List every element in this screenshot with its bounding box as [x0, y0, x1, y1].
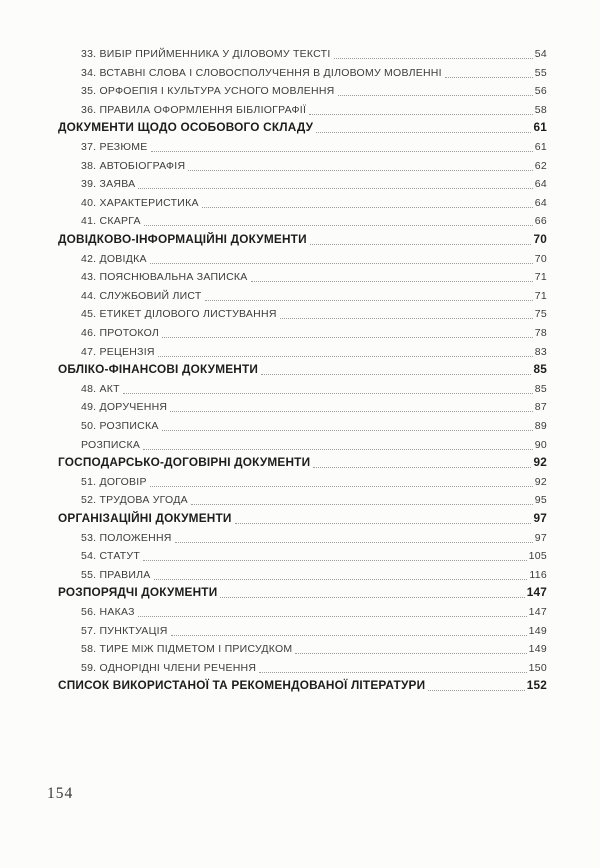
toc-entry-page: 66: [534, 215, 547, 228]
dot-leader: [313, 467, 531, 468]
toc-item-row: [58, 82, 547, 101]
toc-item-row: [58, 250, 547, 269]
toc-entry-page: 83: [534, 345, 547, 358]
toc-item-row: [58, 473, 547, 492]
toc-entry-page: 56: [534, 85, 547, 98]
toc-entry-label: 56. НАКАЗ: [81, 605, 135, 618]
toc-entry-page: 97: [534, 531, 547, 544]
toc-entry-page: 147: [528, 605, 547, 618]
toc-item-row: [58, 343, 547, 362]
toc-entry-page: 149: [528, 643, 547, 656]
toc-entry-label: 50. РОЗПИСКА: [81, 419, 159, 432]
toc-item-row: [58, 45, 547, 64]
toc-entry-page: 75: [534, 308, 547, 321]
dot-leader: [143, 560, 527, 561]
toc-entry-label: 33. ВИБІР ПРИЙМЕННИКА У ДІЛОВОМУ ТЕКСТІ: [81, 48, 331, 61]
toc-entry-label: 52. ТРУДОВА УГОДА: [81, 494, 188, 507]
toc-entry-label: РОЗПОРЯДЧІ ДОКУМЕНТИ: [58, 585, 218, 600]
toc-entry-label: 34. ВСТАВНІ СЛОВА І СЛОВОСПОЛУЧЕННЯ В ДІЛОВОМУ МОВЛЕННІ: [81, 66, 442, 79]
toc-item-row: [58, 417, 547, 436]
toc-item-row: [58, 287, 547, 306]
toc-entry-label: 49. ДОРУЧЕННЯ: [81, 401, 168, 414]
dot-leader: [175, 542, 533, 543]
toc-entry-page: 149: [528, 624, 547, 637]
toc-entry-label: 41. СКАРГА: [81, 215, 141, 228]
dot-leader: [310, 244, 532, 245]
toc-section-row: [58, 454, 547, 473]
toc-item-row: [58, 305, 547, 324]
dot-leader: [316, 132, 531, 133]
dot-leader: [251, 281, 533, 282]
toc-entry-page: 70: [533, 231, 547, 246]
dot-leader: [162, 337, 533, 338]
toc-entry-page: 64: [534, 178, 547, 191]
dot-leader: [138, 616, 527, 617]
toc-item-row: [58, 528, 547, 547]
toc-item-row: [58, 659, 547, 678]
toc-entry-page: 95: [534, 494, 547, 507]
toc-entry-label: 45. ЕТИКЕТ ДІЛОВОГО ЛИСТУВАННЯ: [81, 308, 277, 321]
dot-leader: [171, 635, 527, 636]
dot-leader: [158, 356, 533, 357]
toc-item-row: [58, 194, 547, 213]
toc-entry-page: 71: [534, 289, 547, 302]
toc-entry-label: 51. ДОГОВІР: [81, 475, 147, 488]
toc-entry-label: 58. ТИРЕ МІЖ ПІДМЕТОМ І ПРИСУДКОМ: [81, 643, 293, 656]
toc-entry-label: ДОВІДКОВО-ІНФОРМАЦІЙНІ ДОКУМЕНТИ: [58, 231, 307, 246]
toc-entry-label: 54. СТАТУТ: [81, 550, 140, 563]
dot-leader: [205, 300, 533, 301]
dot-leader: [191, 504, 533, 505]
toc-entry-page: 78: [534, 327, 547, 339]
toc-entry-page: 61: [533, 120, 547, 135]
dot-leader: [150, 486, 533, 487]
toc-entry-page: 64: [534, 196, 547, 209]
toc-item-row: [58, 435, 547, 454]
toc-section-row: [58, 231, 547, 250]
toc-entry-page: 85: [534, 382, 547, 395]
toc-section-row: [58, 584, 547, 603]
toc-item-row: [58, 640, 547, 659]
toc-entry-label: ГОСПОДАРСЬКО-ДОГОВІРНІ ДОКУМЕНТИ: [58, 454, 311, 469]
toc-entry-page: 89: [534, 419, 547, 432]
toc-entry-page: 70: [534, 252, 547, 265]
toc-entry-page: 150: [528, 661, 547, 674]
toc-item-row: [58, 621, 547, 640]
dot-leader: [154, 579, 528, 580]
toc-item-row: [58, 566, 547, 585]
dot-leader: [170, 411, 532, 412]
toc-entry-page: 92: [534, 475, 547, 488]
toc-entry-label: 44. СЛУЖБОВИЙ ЛИСТ: [81, 289, 202, 302]
dot-leader: [334, 58, 533, 59]
toc-entry-label: РОЗПИСКА: [81, 438, 141, 451]
toc-entry-page: 55: [534, 66, 547, 79]
toc-item-row: [58, 547, 547, 566]
dot-leader: [259, 672, 526, 673]
toc-entry-label: СПИСОК ВИКОРИСТАНОЇ ТА РЕКОМЕНДОВАНОЇ ЛІТЕРАТУРИ: [58, 677, 426, 692]
dot-leader: [445, 77, 533, 78]
toc-section-row: [58, 510, 547, 529]
dot-leader: [295, 653, 526, 654]
toc-entry-page: 87: [534, 401, 547, 414]
dot-leader: [309, 114, 533, 115]
toc-item-row: [58, 268, 547, 287]
dot-leader: [162, 430, 533, 431]
toc-entry-page: 97: [533, 510, 547, 525]
toc-entry-page: 105: [528, 550, 547, 563]
dot-leader: [138, 188, 532, 189]
toc-item-row: [58, 491, 547, 510]
toc-entry-label: 43. ПОЯСНЮВАЛЬНА ЗАПИСКА: [81, 271, 248, 284]
dot-leader: [428, 690, 524, 691]
toc-entry-page: 62: [534, 159, 547, 172]
toc-entry-label: 59. ОДНОРІДНІ ЧЛЕНИ РЕЧЕННЯ: [81, 661, 257, 674]
toc-item-row: [58, 380, 547, 399]
toc-item-row: [58, 64, 547, 83]
toc-entry-label: 36. ПРАВИЛА ОФОРМЛЕННЯ БІБЛІОГРАФІЇ: [81, 103, 307, 116]
toc-entry-page: 71: [534, 271, 547, 284]
toc-item-row: [58, 603, 547, 622]
dot-leader: [202, 207, 533, 208]
toc-entry-label: 57. ПУНКТУАЦІЯ: [81, 624, 168, 637]
toc-entry-page: 92: [533, 454, 547, 469]
toc-entry-label: 46. ПРОТОКОЛ: [81, 327, 160, 339]
toc-entry-page: 90: [534, 438, 547, 451]
dot-leader: [235, 523, 532, 524]
toc-section-row: [58, 361, 547, 380]
toc-list: [58, 45, 547, 696]
dot-leader: [280, 318, 533, 319]
dot-leader: [151, 151, 533, 152]
toc-entry-page: 54: [534, 48, 547, 61]
toc-entry-label: 35. ОРФОЕПІЯ І КУЛЬТУРА УСНОГО МОВЛЕННЯ: [81, 85, 335, 98]
toc-entry-page: 61: [534, 141, 547, 154]
toc-entry-label: 38. АВТОБІОГРАФІЯ: [81, 159, 186, 172]
toc-entry-label: 48. АКТ: [81, 382, 120, 395]
toc-section-row: [58, 119, 547, 138]
dot-leader: [261, 374, 531, 375]
toc-item-row: [58, 101, 547, 120]
toc-entry-page: 147: [526, 585, 547, 600]
dot-leader: [123, 393, 533, 394]
toc-entry-label: 53. ПОЛОЖЕННЯ: [81, 531, 172, 544]
toc-entry-label: 42. ДОВІДКА: [81, 252, 147, 265]
page-number: 154: [47, 785, 74, 802]
toc-item-row: [58, 324, 547, 343]
toc-entry-label: 47. РЕЦЕНЗІЯ: [81, 345, 155, 358]
dot-leader: [150, 263, 533, 264]
toc-item-row: [58, 175, 547, 194]
dot-leader: [188, 170, 532, 171]
toc-entry-label: ДОКУМЕНТИ ЩОДО ОСОБОВОГО СКЛАДУ: [58, 120, 314, 135]
toc-entry-label: 39. ЗАЯВА: [81, 178, 136, 191]
toc-entry-label: ОБЛІКО-ФІНАНСОВІ ДОКУМЕНТИ: [58, 361, 259, 376]
toc-entry-label: 37. РЕЗЮМЕ: [81, 141, 148, 154]
toc-section-row: [58, 677, 547, 696]
dot-leader: [338, 95, 533, 96]
dot-leader: [144, 225, 533, 226]
dot-leader: [220, 597, 524, 598]
toc-item-row: [58, 398, 547, 417]
toc-entry-page: 85: [533, 361, 547, 376]
toc-entry-label: 55. ПРАВИЛА: [81, 568, 151, 581]
dot-leader: [143, 449, 533, 450]
toc-entry-page: 116: [529, 568, 547, 581]
toc-item-row: [58, 212, 547, 231]
toc-entry-page: 58: [534, 103, 547, 116]
toc-item-row: [58, 138, 547, 157]
toc-entry-label: 40. ХАРАКТЕРИСТИКА: [81, 196, 199, 209]
toc-entry-label: ОРГАНІЗАЦІЙНІ ДОКУМЕНТИ: [58, 510, 232, 525]
toc-entry-page: 152: [526, 677, 547, 692]
toc-item-row: [58, 157, 547, 176]
